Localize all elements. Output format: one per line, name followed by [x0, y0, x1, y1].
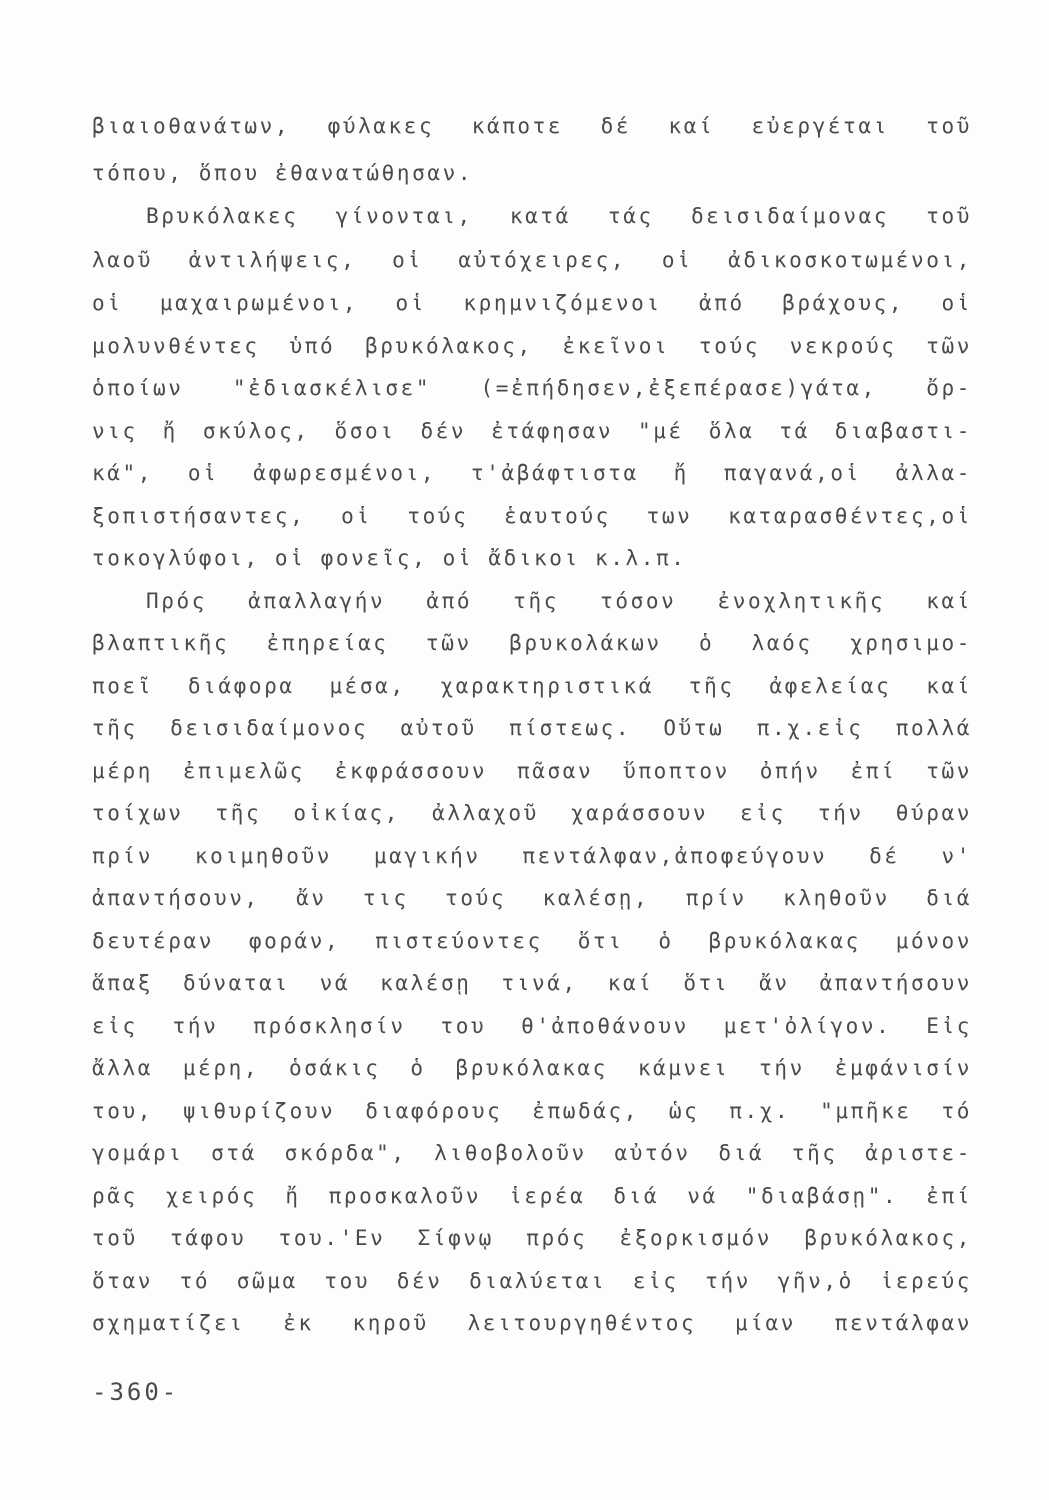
text-line: σχηματίζει ἐκ κηροῦ λειτουργηθέντος μίαν πεντάλφαν	[92, 1311, 972, 1335]
text-line: τοῦ τάφου του.'Εν Σίφνῳ πρός ἐξορκισμόν βρυκόλακος,	[92, 1226, 972, 1250]
paragraph-start-line: Βρυκόλακες γίνονται, κατά τάς δεισιδαίμονας τοῦ	[146, 204, 972, 228]
text-line: ξοπιστήσαντες, οἱ τούς ἑαυτούς των καταρασθέντες,οἱ	[92, 504, 972, 528]
text-line: δευτέραν φοράν, πιστεύοντες ὅτι ὁ βρυκόλακας μόνον	[92, 929, 972, 953]
text-line: τόπου, ὅπου ἐθανατώθησαν.	[92, 161, 474, 185]
text-line: ἄλλα μέρη, ὁσάκις ὁ βρυκόλακας κάμνει τήν ἐμφάνισίν	[92, 1056, 972, 1080]
text-line: γομάρι στά σκόρδα", λιθοβολοῦν αὐτόν διά τῆς ἀριστε-	[92, 1141, 972, 1165]
text-line: βιαιοθανάτων, φύλακες κάποτε δέ καί εὐεργέται τοῦ	[92, 114, 972, 138]
text-line: τῆς δεισιδαίμονος αὐτοῦ πίστεως. Οὕτω π.χ.εἰς πολλά	[92, 716, 972, 740]
paragraph-start-line: Πρός ἀπαλλαγήν ἀπό τῆς τόσον ἐνοχλητικῆς καί	[146, 589, 972, 613]
text-line: ἅπαξ δύναται νά καλέσῃ τινά, καί ὅτι ἄν ἀπαντήσουν	[92, 971, 972, 995]
text-line: τοκογλύφοι, οἱ φονεῖς, οἱ ἄδικοι κ.λ.π.	[92, 546, 687, 570]
text-line: οἱ μαχαιρωμένοι, οἱ κρημνιζόμενοι ἀπό βράχους, οἱ	[92, 291, 972, 315]
text-line: του, ψιθυρίζουν διαφόρους ἐπωδάς, ὡς π.χ. "μπῆκε τό	[92, 1099, 972, 1123]
text-line: ἀπαντήσουν, ἄν τις τούς καλέσῃ, πρίν κληθοῦν διά	[92, 886, 972, 910]
text-line: πρίν κοιμηθοῦν μαγικήν πεντάλφαν,ἀποφεύγουν δέ ν'	[92, 844, 972, 868]
text-line: λαοῦ ἀντιλήψεις, οἱ αὐτόχειρες, οἱ ἀδικοσκοτωμένοι,	[92, 248, 972, 272]
text-line: εἰς τήν πρόσκλησίν του θ'ἀποθάνουν μετ'ὀλίγον. Εἰς	[92, 1014, 972, 1038]
text-line: ὅταν τό σῶμα του δέν διαλύεται εἰς τήν γῆν,ὁ ἱερεύς	[92, 1269, 972, 1293]
text-line: κά", οἱ ἀφωρεσμένοι, τ'ἀβάφτιστα ἤ παγανά,οἱ ἀλλα-	[92, 461, 972, 485]
text-line: νις ἤ σκύλος, ὅσοι δέν ἐτάφησαν "μέ ὅλα τά διαβαστι-	[92, 419, 972, 443]
text-line: τοίχων τῆς οἰκίας, ἀλλαχοῦ χαράσσουν εἰς τήν θύραν	[92, 801, 972, 825]
text-line: μολυνθέντες ὑπό βρυκόλακος, ἐκεῖνοι τούς νεκρούς τῶν	[92, 334, 972, 358]
text-line: ποεῖ διάφορα μέσα, χαρακτηριστικά τῆς ἀφελείας καί	[92, 674, 972, 698]
text-line: μέρη ἐπιμελῶς ἐκφράσσουν πᾶσαν ὕποπτον ὀπήν ἐπί τῶν	[92, 759, 972, 783]
text-line: ὁποίων "ἐδιασκέλισε" (=ἐπήδησεν,ἐξεπέρασε)γάτα, ὄρ-	[92, 376, 972, 400]
text-line: ρᾶς χειρός ἤ προσκαλοῦν ἱερέα διά νά "διαβάσῃ". ἐπί	[92, 1184, 972, 1208]
page-number: -360-	[92, 1378, 180, 1406]
text-line: βλαπτικῆς ἐπηρείας τῶν βρυκολάκων ὁ λαός χρησιμο-	[92, 631, 972, 655]
